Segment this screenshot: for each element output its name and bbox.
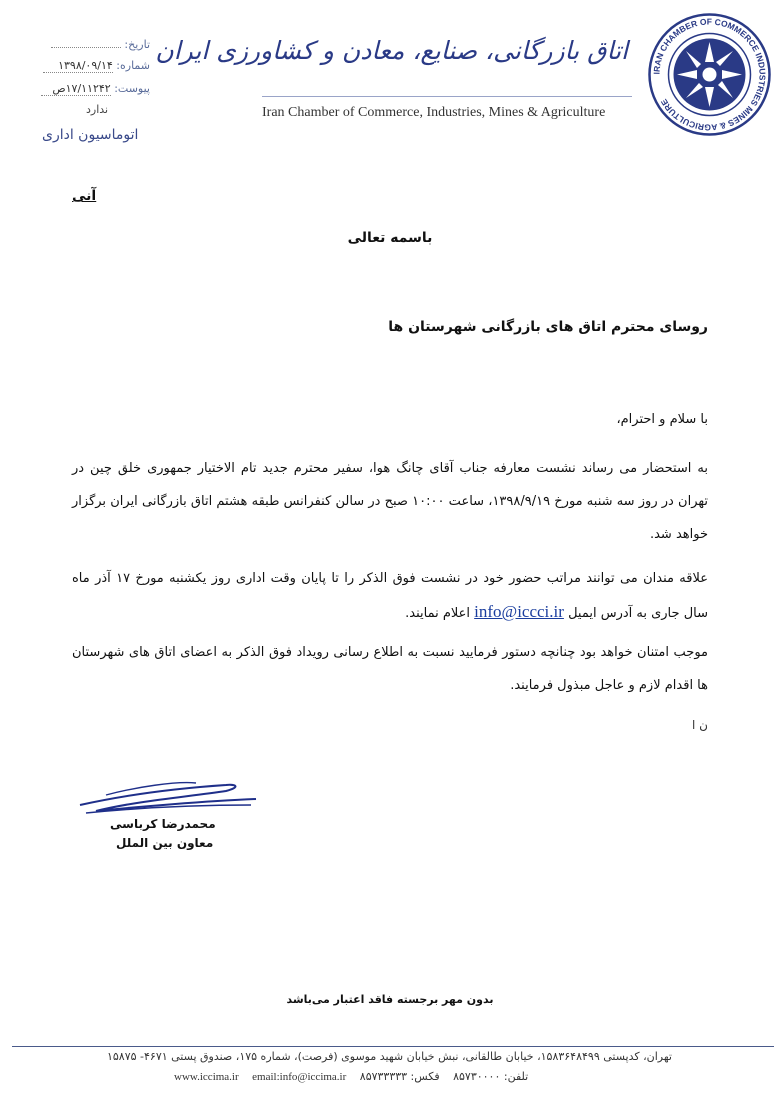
attachment-label: پیوست: (114, 82, 150, 95)
header-rule (262, 96, 632, 97)
email-link[interactable]: info@iccci.ir (474, 602, 564, 621)
urgent-label: آنی (72, 188, 97, 204)
attachment-row (40, 82, 150, 96)
signer-name: محمدرضا کرباسی (110, 817, 216, 831)
attachment-value: ۱۷/۱۱۲۴۲ص (41, 82, 111, 96)
footer-phone: تلفن: ۸۵۷۳۰۰۰۰ (453, 1070, 529, 1083)
org-name-fa: اتاق بازرگانی، صنایع، معادن و کشاورزی ایران (155, 36, 628, 65)
number-label: شماره: (116, 59, 150, 72)
paragraph-2 (72, 562, 708, 630)
disclaimer: بدون مهر برجسته فاقد اعتبار می‌باشد (286, 993, 494, 1006)
greeting: با سلام و احترام، (616, 412, 708, 427)
footer-fax: فکس: ۸۵۷۳۳۳۳۳ (359, 1070, 440, 1083)
basmala-heading: باسمه تعالی (347, 230, 433, 246)
date-row (40, 38, 150, 51)
no-attachment-note: ندارد (86, 103, 109, 116)
org-name-en: Iran Chamber of Commerce, Industries, Mines & Agriculture (262, 105, 606, 120)
initials: ن ا (692, 718, 708, 732)
date-label: تاریخ: (124, 38, 150, 51)
department-label: اتوماسیون اداری (42, 127, 139, 143)
paragraph-2-text: علاقه مندان می توانند مراتب حضور خود در نشست فوق الذکر را تا پایان وقت اداری روز یکشنبه مورخ ۱۷ آذر ماه سال جاری به آدرس ایمیل (72, 571, 708, 621)
footer-contacts (174, 1070, 538, 1083)
footer-website[interactable]: www.iccima.ir (174, 1071, 239, 1083)
footer-email[interactable]: email:info@iccima.ir (252, 1071, 347, 1083)
paragraph-1: به استحضار می رساند نشست معارفه جناب آقای چانگ هوا، سفیر محترم جدید تام الاختیار جمهوری خلق چین در تهران در روز سه شنبه مورخ ۱۳۹۸/۹/۱۹، ساعت ۱۰:۰۰ صبح در سالن کنفرانس طبقه هشتم اتاق بازرگانی ایران برگزار خواهد شد. (72, 461, 708, 542)
number-row (40, 59, 150, 73)
paragraph-3: موجب امتنان خواهد بود چنانچه دستور فرمایید نسبت به اطلاع رسانی رویداد فوق الذکر به اعضای اتاق های شهرستان ها اقدام لازم و عاجل مبذول فرمایند. (72, 645, 708, 693)
date-value (51, 47, 121, 48)
logo-ring-text: IRAN CHAMBER OF COMMERCE INDUSTRIES MINES & AGRICULTURE (651, 16, 768, 133)
footer-rule (12, 1046, 774, 1047)
signer-title: معاون بین الملل (116, 836, 214, 850)
paragraph-2-end: اعلام نمایند. (405, 606, 471, 621)
chamber-logo-icon (647, 12, 772, 137)
number-value: ۱۳۹۸/۰۹/۱۴ (43, 59, 113, 73)
addressee: روسای محترم اتاق های بازرگانی شهرستان ها (388, 319, 708, 335)
footer-address: تهران، کدپستی ۱۵۸۳۶۴۸۴۹۹، خیابان طالقانی، نبش خیابان شهید موسوی (فرصت)، شماره ۱۷۵، صندوق پستی ۴۶۷۱- ۱۵۸۷۵ (106, 1050, 672, 1063)
